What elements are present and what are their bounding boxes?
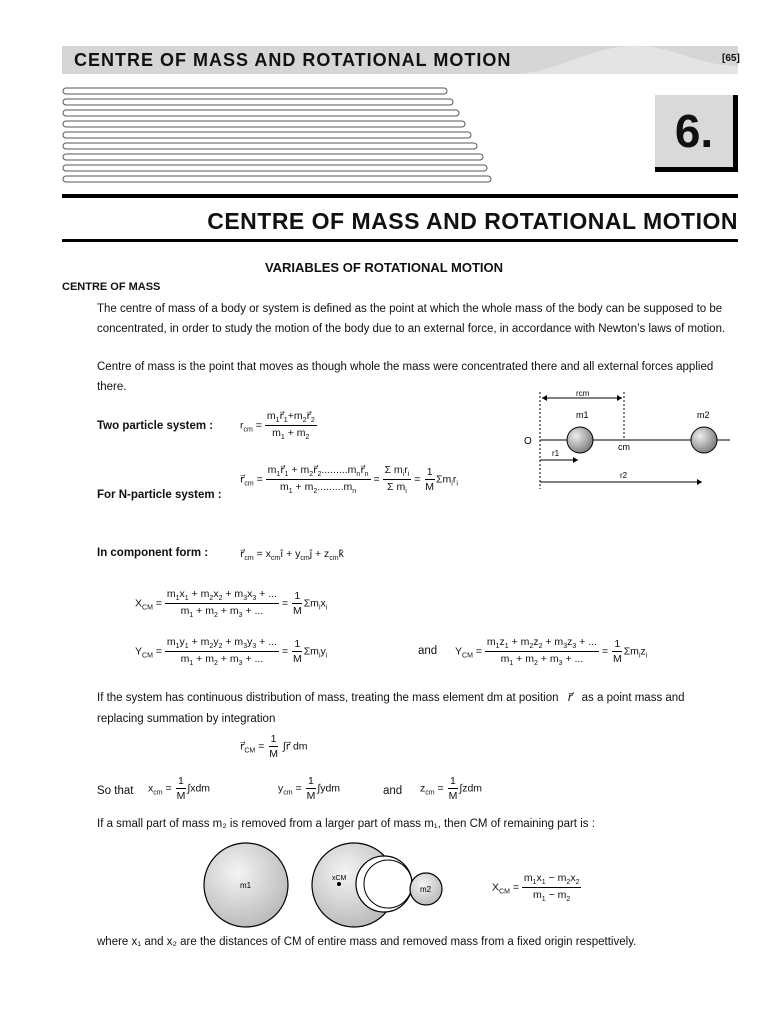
definition-paragraph: The centre of mass of a body or system is defined as the point at which the whole mass of the body can be supposed to be concentrated, in order to study the motion of the body due to an external force, in accordance with Newton’s laws of motion. (97, 303, 726, 335)
remaining-xcm-formula: $X_{CM}$ = $\frac{m_1x_1 - m_2x_2}{m_1 - m_2}$ (492, 872, 580, 904)
n-particle-label: For N-particle system : (97, 489, 222, 501)
two-particle-formula: $r_{cm}$ = $\frac{m_1r⃗_1+m_2r⃗_2}{m_1 + m_2}$ (240, 410, 315, 442)
n-particle-formula: $r⃗_{cm}$ = $\frac{m_1r⃗_1 + m_2r⃗_2.........m_nr⃗_n}{m_1 + m_2.........m_n}$ = $\frac{\Sigma m_ir_i}{\Sigma m_i}$ = $\frac{1}{M}$ $\Sigma m_ir_i$ (240, 464, 458, 496)
main-title: CENTRE OF MASS AND ROTATIONAL MOTION (207, 208, 738, 234)
header-title: CENTRE OF MASS AND ROTATIONAL MOTION (74, 50, 512, 70)
chapter-number: 6. (655, 95, 738, 172)
removed-mass-diagram (198, 840, 468, 930)
xcm-circle-label: xCM (332, 875, 347, 882)
stripe-decoration (62, 86, 492, 190)
footer-text: where x₁ and x₂ are the distances of CM of entire mass and removed mass from a fixed origin respettively. (97, 936, 637, 948)
r-vector: r⃗ (567, 692, 573, 704)
component-form-label: In component form : (97, 547, 209, 559)
so-that-text: So that (97, 785, 134, 797)
header-wave-decoration (520, 40, 738, 74)
page-number: [65] (722, 53, 740, 64)
r1-label: r1 (552, 449, 560, 458)
ycm-formula: $Y_{CM}$ = $\frac{m_1y_1 + m_2y_2 + m_3y_3 + ...}{m_1 + m_2 + m_3 + ...}$ = $\frac{1}{M}$ $\Sigma m_iy_i$ (135, 636, 328, 668)
title-rule-bottom (62, 239, 738, 242)
continuous-text-line2: replacing summation by integration (97, 713, 276, 725)
ycm-integral: $y_{cm}$ = $\frac{1}{M}$ ∫ydm (278, 775, 341, 802)
continuous-text (97, 690, 685, 704)
m1-label: m1 (576, 410, 589, 420)
section-heading: CENTRE OF MASS (62, 281, 161, 293)
origin-label: O (524, 436, 532, 447)
zcm-integral: $z_{cm}$ = $\frac{1}{M}$ ∫zdm (420, 775, 483, 802)
m1-circle-label: m1 (240, 881, 252, 890)
r2-label: r2 (620, 471, 628, 480)
xcm-integral: $x_{cm}$ = $\frac{1}{M}$ ∫xdm (148, 775, 211, 802)
two-particle-diagram (520, 384, 740, 494)
zcm-formula: $Y_{CM}$ = $\frac{m_1z_1 + m_2z_2 + m_3z_3 + ...}{m_1 + m_2 + m_3 + ...}$ = $\frac{1}{M}$ $\Sigma m_iz_i$ (455, 636, 648, 668)
rcm-label: rcm (576, 389, 590, 398)
removed-mass-text: If a small part of mass m₂ is removed from a larger part of mass m₁, then CM of remaining part is : (97, 818, 595, 830)
component-form-formula: $r⃗_{cm}$ = $x_{cm}î$ + $y_{cm}ĵ$ + $z_{cm}k̂$ (240, 548, 344, 563)
title-rule-top (62, 194, 738, 198)
m2-circle-label: m2 (420, 885, 432, 894)
continuous-text-part1: If the system has continuous distribution of mass, treating the mass element dm at position (97, 692, 559, 704)
continuous-text-part2: as a point mass and (581, 692, 685, 704)
cm-label: cm (618, 442, 630, 452)
subtitle: VARIABLES OF ROTATIONAL MOTION (264, 260, 504, 275)
integral-formula: $r⃗_{CM}$ = $\frac{1}{M}$ ∫r⃗ dm (240, 733, 308, 760)
two-particle-label: Two particle system : (97, 420, 214, 432)
and-text-2: and (383, 785, 403, 797)
centre-of-mass-paragraph: Centre of mass is the point that moves as though whole the mass were concentrated there and all external forces applied there. (97, 361, 714, 393)
and-text-1: and (418, 645, 438, 657)
m2-label: m2 (697, 410, 710, 420)
xcm-formula: $X_{CM}$ = $\frac{m_1x_1 + m_2x_2 + m_3x_3 + ...}{m_1 + m_2 + m_3 + ...}$ = $\frac{1}{M}$ $\Sigma m_ix_i$ (135, 588, 328, 620)
